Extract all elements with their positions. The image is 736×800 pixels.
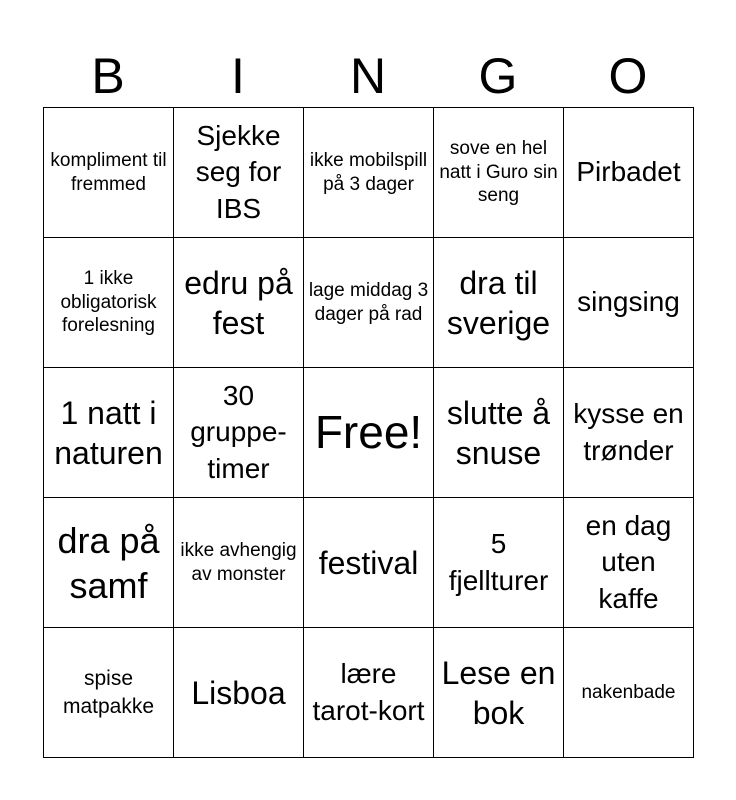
bingo-cell[interactable]: 1 ikke obligatorisk forelesning bbox=[44, 238, 174, 368]
bingo-cell[interactable]: lage middag 3 dager på rad bbox=[304, 238, 434, 368]
bingo-cell[interactable]: lære tarot-kort bbox=[304, 628, 434, 758]
bingo-cell[interactable]: dra til sverige bbox=[434, 238, 564, 368]
bingo-cell[interactable]: sove en hel natt i Guro sin seng bbox=[434, 108, 564, 238]
bingo-cell[interactable]: edru på fest bbox=[174, 238, 304, 368]
bingo-cell[interactable]: en dag uten kaffe bbox=[564, 498, 694, 628]
header-letter-o: O bbox=[608, 48, 648, 104]
bingo-cell[interactable]: Lisboa bbox=[174, 628, 304, 758]
bingo-cell[interactable]: Sjekke seg for IBS bbox=[174, 108, 304, 238]
header-letter-g: G bbox=[478, 48, 518, 104]
bingo-cell[interactable]: 1 natt i naturen bbox=[44, 368, 174, 498]
header-letter-n: N bbox=[349, 48, 387, 104]
bingo-cell[interactable]: singsing bbox=[564, 238, 694, 368]
header-letter-b: B bbox=[91, 48, 125, 104]
bingo-cell[interactable]: kompliment til fremmed bbox=[44, 108, 174, 238]
bingo-cell[interactable]: ikke mobilspill på 3 dager bbox=[304, 108, 434, 238]
header-letter-i: I bbox=[231, 48, 245, 104]
bingo-cell[interactable]: slutte å snuse bbox=[434, 368, 564, 498]
bingo-cell[interactable]: kysse en trønder bbox=[564, 368, 694, 498]
bingo-cell[interactable]: Pirbadet bbox=[564, 108, 694, 238]
bingo-cell[interactable]: 5 fjellturer bbox=[434, 498, 564, 628]
bingo-cell[interactable]: ikke avhengig av monster bbox=[174, 498, 304, 628]
bingo-cell[interactable]: festival bbox=[304, 498, 434, 628]
bingo-cell[interactable]: Lese en bok bbox=[434, 628, 564, 758]
bingo-cell[interactable]: dra på samf bbox=[44, 498, 174, 628]
bingo-board bbox=[43, 107, 694, 758]
free-space-cell[interactable]: Free! bbox=[304, 368, 434, 498]
bingo-cell[interactable]: nakenbade bbox=[564, 628, 694, 758]
bingo-cell[interactable]: 30 gruppe-timer bbox=[174, 368, 304, 498]
bingo-cell[interactable]: spise matpakke bbox=[44, 628, 174, 758]
bingo-header bbox=[43, 44, 693, 108]
